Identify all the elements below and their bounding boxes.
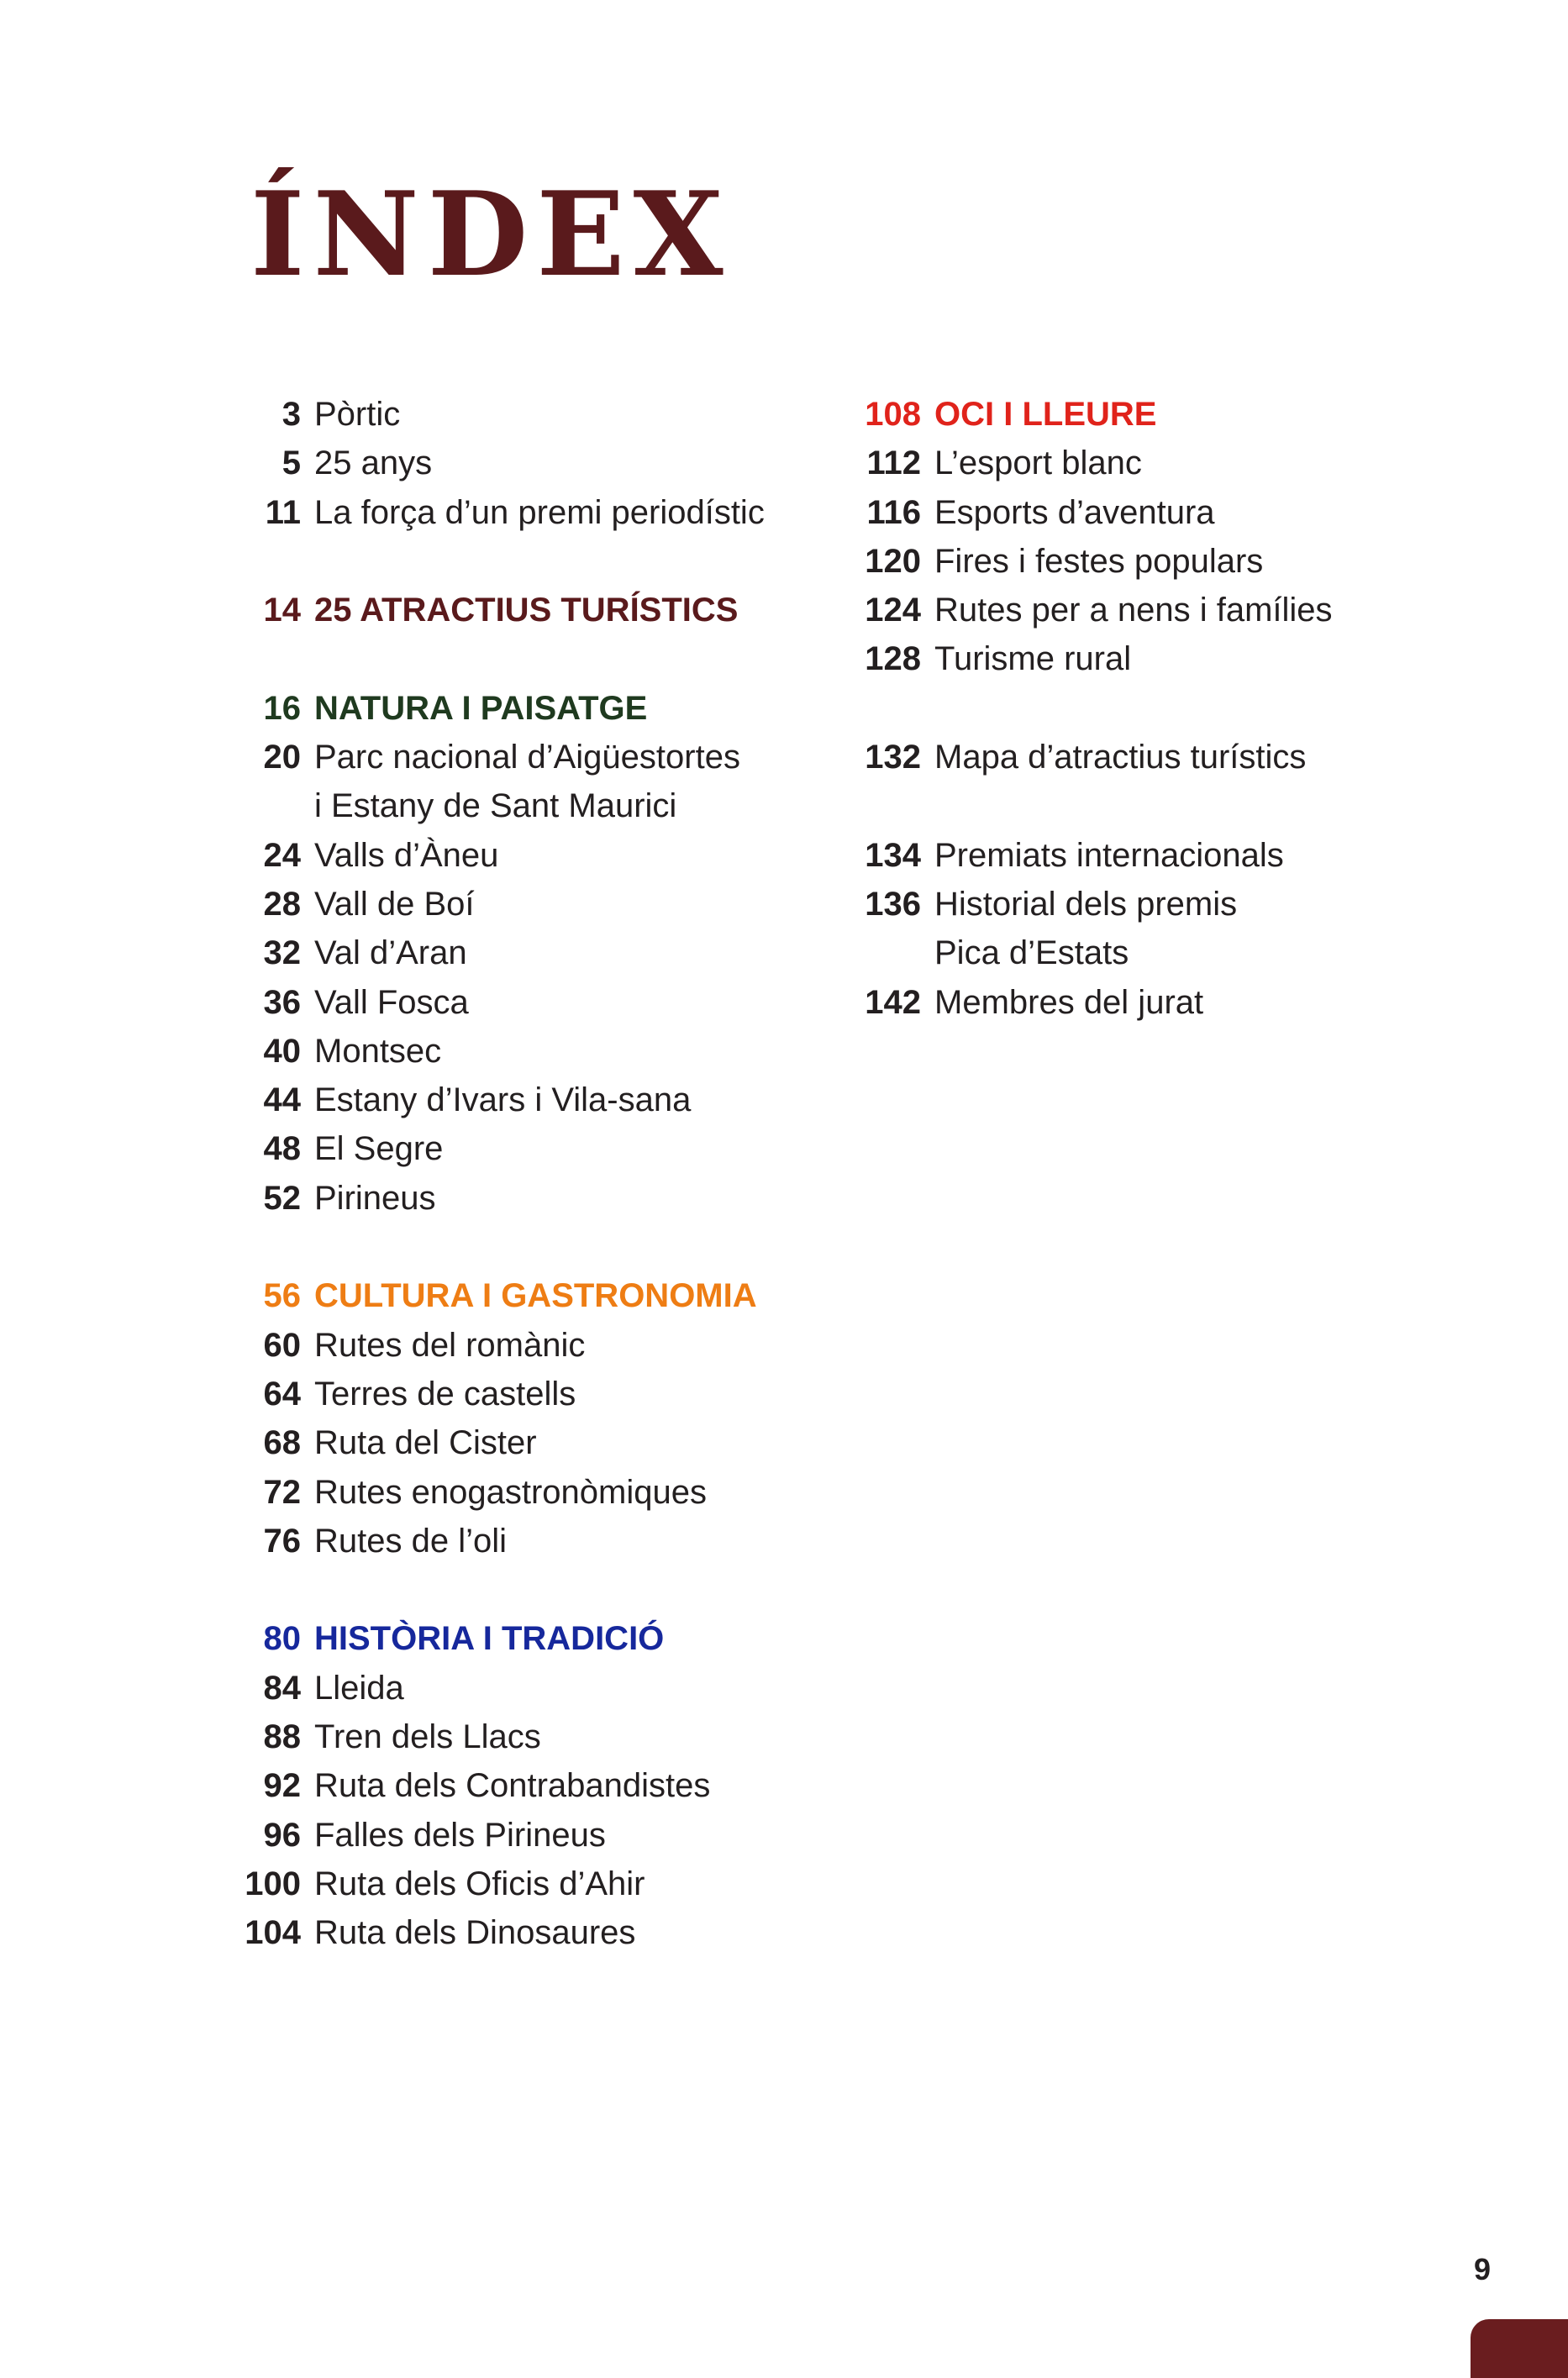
toc-page-number: 128 <box>865 640 921 678</box>
toc-entry[interactable] <box>234 1761 822 1810</box>
spacer <box>234 1565 822 1614</box>
toc-page-number: 96 <box>263 1816 301 1854</box>
toc-entry[interactable] <box>234 733 822 781</box>
toc-label: Lleida <box>314 1669 404 1707</box>
toc-page-number: 136 <box>865 885 921 923</box>
toc-page-number: 52 <box>263 1179 301 1217</box>
toc-page-number: 5 <box>282 445 301 482</box>
toc-page-number: 76 <box>263 1522 301 1560</box>
toc-entry[interactable] <box>234 929 822 977</box>
toc-entry[interactable] <box>234 439 822 487</box>
toc-entry[interactable] <box>234 1712 822 1761</box>
toc-label: Tren dels Llacs <box>314 1718 541 1756</box>
toc-page-number: 32 <box>263 934 301 972</box>
section-heading-label: CULTURA I GASTRONOMIA <box>314 1277 757 1315</box>
toc-entry[interactable] <box>234 831 822 880</box>
section-heading-historia[interactable] <box>234 1614 822 1663</box>
toc-page-number: 36 <box>263 983 301 1021</box>
toc-page-number: 108 <box>865 396 921 433</box>
toc-label: Rutes de l’oli <box>314 1522 508 1560</box>
spacer <box>234 537 822 586</box>
toc-entry[interactable] <box>234 1076 822 1124</box>
toc-entry[interactable] <box>234 390 822 439</box>
toc-label: 25 anys <box>314 445 433 482</box>
toc-page-number: 88 <box>263 1718 301 1756</box>
section-heading-label: NATURA I PAISATGE <box>314 689 648 727</box>
toc-label: Fires i festes populars <box>934 542 1264 580</box>
toc-label: El Segre <box>314 1130 444 1168</box>
section-heading-label: OCI I LLEURE <box>934 396 1157 433</box>
toc-page-number: 104 <box>245 1914 301 1952</box>
toc-label: Terres de castells <box>314 1375 576 1413</box>
spacer <box>234 1223 822 1271</box>
toc-entry[interactable] <box>849 439 1437 487</box>
toc-left-column <box>234 390 822 1958</box>
toc-page-number: 14 <box>263 592 301 629</box>
toc-page-number: 92 <box>263 1767 301 1805</box>
toc-label: Pica d’Estats <box>934 934 1129 972</box>
section-heading-oci[interactable] <box>849 390 1437 439</box>
toc-page-number: 24 <box>263 836 301 874</box>
toc-label: Premiats internacionals <box>934 836 1284 874</box>
toc-entry[interactable] <box>849 634 1437 683</box>
toc-label: Vall Fosca <box>314 983 469 1021</box>
toc-entry[interactable] <box>849 978 1437 1027</box>
toc-page-number: 120 <box>865 542 921 580</box>
toc-entry-continuation[interactable] <box>849 929 1437 977</box>
toc-page-number: 80 <box>263 1620 301 1658</box>
toc-right-column <box>849 390 1437 1027</box>
toc-entry[interactable] <box>234 488 822 537</box>
toc-entry[interactable] <box>234 1418 822 1467</box>
toc-page-number: 72 <box>263 1473 301 1511</box>
toc-entry[interactable] <box>234 1811 822 1860</box>
spacer <box>849 684 1437 733</box>
toc-label: Montsec <box>314 1032 442 1070</box>
section-heading-atractius[interactable] <box>234 586 822 634</box>
toc-entry[interactable] <box>234 1124 822 1173</box>
toc-page-number: 3 <box>282 396 301 433</box>
toc-label: L’esport blanc <box>934 445 1142 482</box>
toc-entry[interactable] <box>849 586 1437 634</box>
toc-label: Historial dels premis <box>934 885 1238 923</box>
toc-label: Turisme rural <box>934 640 1132 678</box>
toc-label: Membres del jurat <box>934 983 1204 1021</box>
toc-label: Valls d’Àneu <box>314 836 499 874</box>
toc-entry[interactable] <box>849 733 1437 781</box>
toc-label: Rutes enogastronòmiques <box>314 1473 707 1511</box>
toc-label: Ruta del Cister <box>314 1424 537 1462</box>
toc-entry[interactable] <box>849 880 1437 929</box>
toc-page-number: 134 <box>865 836 921 874</box>
toc-entry[interactable] <box>234 1908 822 1957</box>
toc-entry[interactable] <box>234 978 822 1027</box>
toc-page-number: 84 <box>263 1669 301 1707</box>
toc-label: Parc nacional d’Aigüestortes <box>314 739 740 776</box>
toc-entry[interactable] <box>849 488 1437 537</box>
toc-label: La força d’un premi periodístic <box>314 493 765 531</box>
toc-page-number: 112 <box>866 445 921 482</box>
toc-entry-continuation[interactable] <box>234 781 822 830</box>
toc-page-number: 40 <box>263 1032 301 1070</box>
toc-label: Estany d’Ivars i Vila-sana <box>314 1081 692 1119</box>
section-heading-label: HISTÒRIA I TRADICIÓ <box>314 1620 665 1658</box>
toc-page-number: 100 <box>245 1865 301 1902</box>
toc-label: Ruta dels Contrabandistes <box>314 1767 711 1805</box>
toc-page-number: 16 <box>263 689 301 727</box>
toc-page-number: 142 <box>865 983 921 1021</box>
toc-entry[interactable] <box>234 1468 822 1517</box>
toc-page-number: 60 <box>263 1326 301 1364</box>
page-corner-tab <box>1471 2319 1568 2378</box>
toc-page-number: 132 <box>865 739 921 776</box>
toc-label: Ruta dels Dinosaures <box>314 1914 636 1952</box>
toc-page-number: 68 <box>263 1424 301 1462</box>
toc-label: Falles dels Pirineus <box>314 1816 606 1854</box>
toc-entry[interactable] <box>849 537 1437 586</box>
toc-entry[interactable] <box>234 1664 822 1712</box>
toc-entry[interactable] <box>849 831 1437 880</box>
section-heading-cultura[interactable] <box>234 1271 822 1320</box>
toc-entry[interactable] <box>234 1027 822 1076</box>
toc-entry[interactable] <box>234 1174 822 1223</box>
toc-label: i Estany de Sant Maurici <box>314 787 677 825</box>
toc-page-number: 64 <box>263 1375 301 1413</box>
toc-page-number: 124 <box>865 592 921 629</box>
toc-entry[interactable] <box>234 1860 822 1908</box>
toc-label: Pòrtic <box>314 396 401 433</box>
toc-label: Mapa d’atractius turístics <box>934 739 1307 776</box>
section-heading-label: 25 ATRACTIUS TURÍSTICS <box>314 592 739 629</box>
toc-label: Rutes del romànic <box>314 1326 586 1364</box>
toc-page-number: 56 <box>263 1277 301 1315</box>
toc-entry[interactable] <box>234 1321 822 1370</box>
spacer <box>234 634 822 683</box>
toc-page-number: 116 <box>866 493 921 531</box>
page-number: 9 <box>1473 2252 1491 2286</box>
spacer <box>849 781 1437 830</box>
toc-label: Esports d’aventura <box>934 493 1215 531</box>
toc-entry[interactable] <box>234 1370 822 1418</box>
toc-entry[interactable] <box>234 880 822 929</box>
toc-page-number: 48 <box>263 1130 301 1168</box>
toc-label: Ruta dels Oficis d’Ahir <box>314 1865 645 1902</box>
toc-page-number: 11 <box>265 493 301 531</box>
toc-entry[interactable] <box>234 1517 822 1565</box>
toc-page-number: 44 <box>263 1081 301 1119</box>
toc-label: Val d’Aran <box>314 934 467 972</box>
index-title: ÍNDEX <box>250 166 732 303</box>
section-heading-natura[interactable] <box>234 684 822 733</box>
toc-label: Pirineus <box>314 1179 436 1217</box>
toc-page-number: 28 <box>263 885 301 923</box>
toc-page-number: 20 <box>263 739 301 776</box>
toc-label: Rutes per a nens i famílies <box>934 592 1333 629</box>
toc-label: Vall de Boí <box>314 885 475 923</box>
